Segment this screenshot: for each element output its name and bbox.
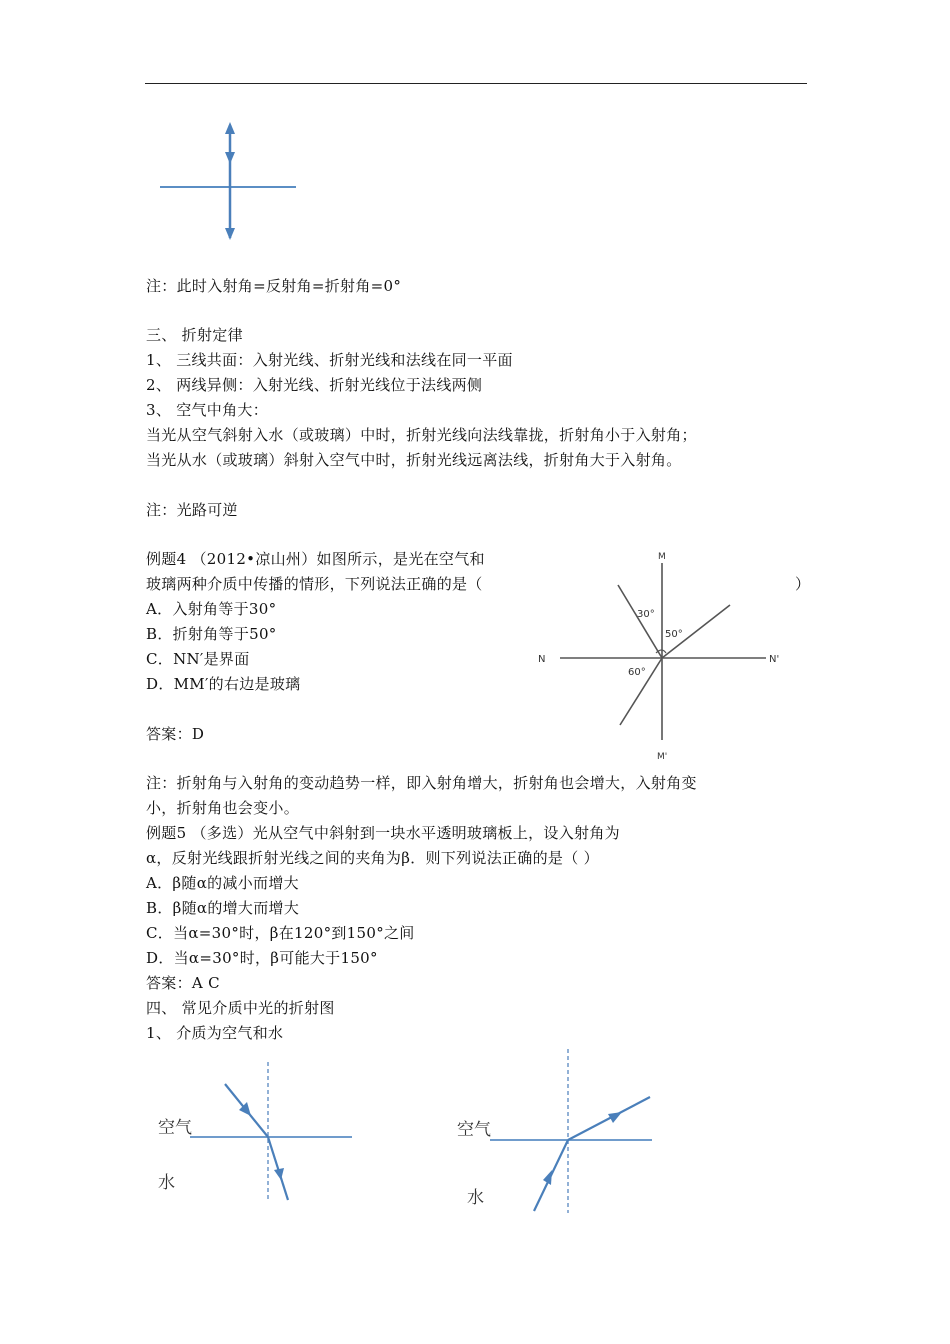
normal-incidence-diagram [150,118,310,248]
example5-answer: 答案：A C [146,974,220,992]
section4-item-1: 1、 介质为空气和水 [146,1024,284,1042]
refracted-ray [568,1097,650,1140]
example5-stem-2: α，反射光线跟折射光线之间的夹角为β．则下列说法正确的是（ ） [146,849,599,867]
example4-answer: 答案：D [146,725,205,743]
section3-item-2: 2、 两线异侧：入射光线、折射光线位于法线两侧 [146,376,483,394]
example4-close-paren: ） [795,575,811,593]
arrow-up-icon [225,122,235,134]
ray-upper-left [618,585,662,658]
example5-stem-1: 例题5 （多选）光从空气中斜射到一块水平透明玻璃板上，设入射角为 [146,824,620,842]
label-water: 水 [467,1188,484,1208]
section3-note: 注：光路可逆 [146,501,238,519]
label-n: N [538,654,546,665]
section3-title: 三、 折射定律 [146,326,243,344]
water-to-air-diagram [450,1045,660,1215]
header-rule [145,83,807,84]
label-air: 空气 [158,1118,192,1138]
note2-line-1: 注：折射角与入射角的变动趋势一样，即入射角增大，折射角也会增大，入射角变 [146,774,697,792]
angle-label-60: 60° [628,667,646,678]
example4-stem-2: 玻璃两种介质中传播的情形，下列说法正确的是（ [146,575,483,593]
example5-option-c: C．当α=30°时，β在120°到150°之间 [146,924,415,942]
arrow-refracted-icon [608,1112,622,1123]
arrow-down-icon [225,152,235,164]
note2-line-2: 小，折射角也会变小。 [146,799,300,817]
example4-option-d: D．MM′的右边是玻璃 [146,675,301,693]
angle-label-50: 50° [665,629,683,640]
example5-option-d: D．当α=30°时，β可能大于150° [146,949,378,967]
arrow-refracted-icon [274,1168,284,1180]
air-to-water-diagram [150,1060,360,1225]
section3-desc-1: 当光从空气斜射入水（或玻璃）中时，折射光线向法线靠拢，折射角小于入射角； [146,426,697,444]
arrow-incident-icon [543,1170,552,1185]
example5-option-a: A．β随α的减小而增大 [146,874,299,892]
label-air: 空气 [457,1120,491,1140]
label-m-prime: M' [657,752,668,762]
example5-option-b: B．β随α的增大而增大 [146,899,300,917]
refracted-ray [268,1137,288,1200]
label-m: M [658,552,666,562]
example4-figure [530,545,790,770]
example4-option-c: C．NN′是界面 [146,650,250,668]
section3-item-3: 3、 空气中角大： [146,401,269,419]
label-water: 水 [158,1173,175,1193]
section3-desc-2: 当光从水（或玻璃）斜射入空气中时，折射光线远离法线，折射角大于入射角。 [146,451,682,469]
angle-label-30: 30° [637,609,655,620]
example4-option-a: A．入射角等于30° [146,600,277,618]
section3-item-1: 1、 三线共面：入射光线、折射光线和法线在同一平面 [146,351,513,369]
example4-option-b: B．折射角等于50° [146,625,277,643]
arrow-down-icon [225,228,235,240]
label-n-prime: N' [769,654,780,665]
section4-title: 四、 常见介质中光的折射图 [146,999,335,1017]
example4-stem-1: 例题4 （2012•凉山州）如图所示，是光在空气和 [146,550,485,568]
note-zero-angle: 注：此时入射角=反射角=折射角=0° [146,277,402,295]
